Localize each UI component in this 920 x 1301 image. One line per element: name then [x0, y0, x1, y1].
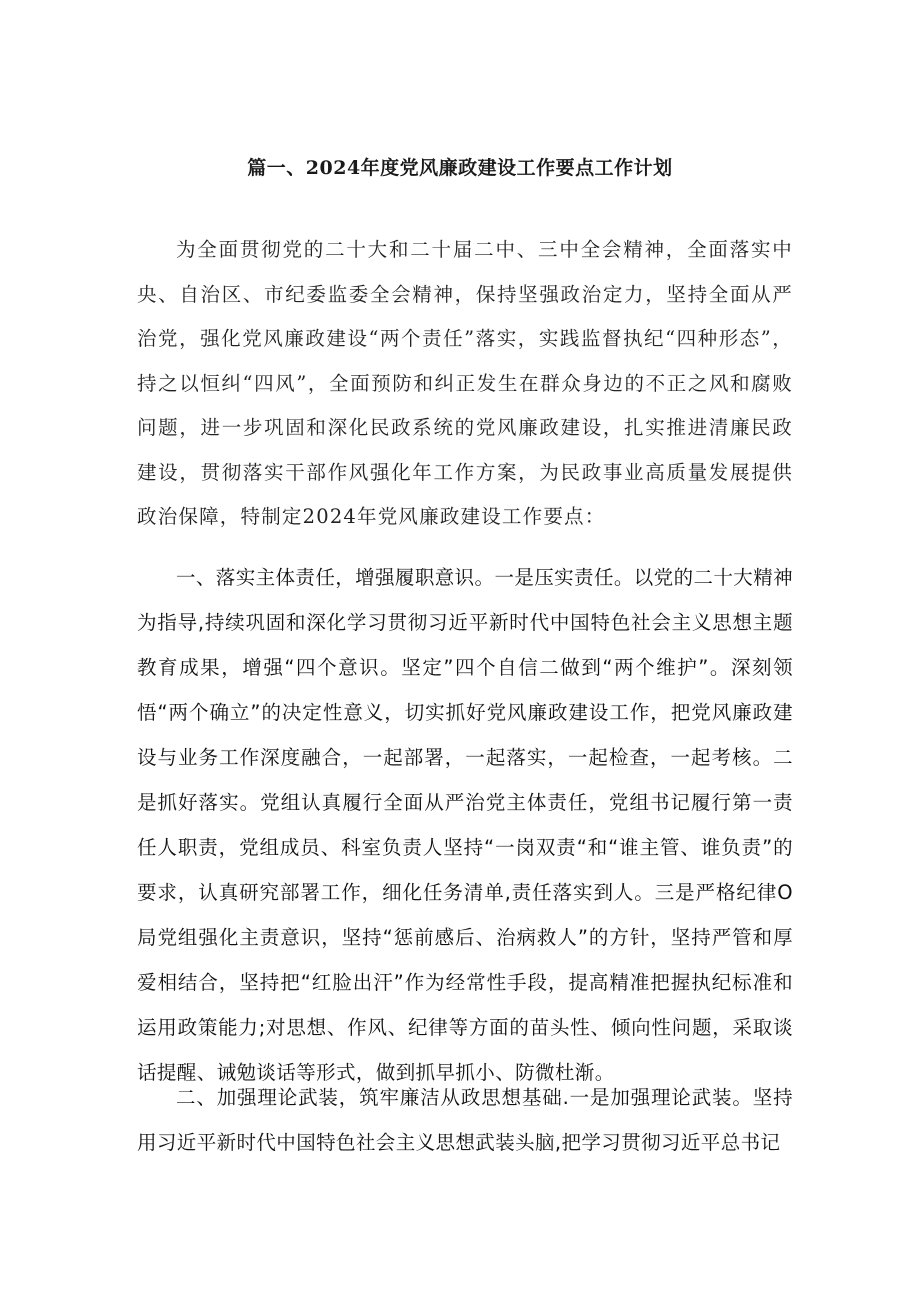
section-one-paragraph: 一、落实主体责任，增强履职意识。一是压实责任。以党的二十大精神为指导,持续巩固和深化学习贯彻习近平新时代中国特色社会主义思想主题教育成果，增强“四个意识。坚定”四个自信二做到“两个维护”。深刻领悟“两个确立”的决定性意义，切实抓好党风廉政建设工作，把党风廉政建设与业务工作深度融合，一起部署，一起落实，一起检查，一起考核。二是抓好落实。党组认真履行全面从严治党主体责任，党组书记履行第一责任人职责，党组成员、科室负责人坚持“一岗双责“和“谁主管、谁负责”的要求，认真研究部署工作，细化任务清单,责任落实到人。三是严格纪律O局党组强化主责意识，坚持“惩前感后、治病救人”的方针，坚持严管和厚爱相结合，坚持把“红脸出汗”作为经常性手段，提高精准把握执纪标准和运用政策能力;对思想、作风、纪律等方面的苗头性、倾向性问题，采取谈话提醒、诫勉谈话等形式，做到抓早抓小、防微杜渐。	[137, 566, 793, 1084]
intro-paragraph: 为全面贯彻党的二十大和二十届二中、三中全会精神，全面落实中央、自治区、市纪委监委全会精神，保持坚强政治定力，坚持全面从严治党，强化党风廉政建设“两个责任”落实，实践监督执纪“四种形态”，持之以恒纠“四风”，全面预防和纠正发生在群众身边的不正之风和腐败问题，进一步巩固和深化民政系统的党风廉政建设，扎实推进清廉民政建设，贯彻落实干部作风强化年工作方案，为民政事业高质量发展提供政治保障，特制定2024年党风廉政建设工作要点：	[137, 238, 793, 528]
document-title: 篇一、2024年度党风廉政建设工作要点工作计划	[247, 157, 673, 179]
section-two-paragraph: 二、加强理论武装，筑牢廉洁从政思想基础.一是加强理论武装。坚持用习近平新时代中国特色社会主义思想武装头脑,把学习贯彻习近平总书记	[137, 1086, 793, 1154]
